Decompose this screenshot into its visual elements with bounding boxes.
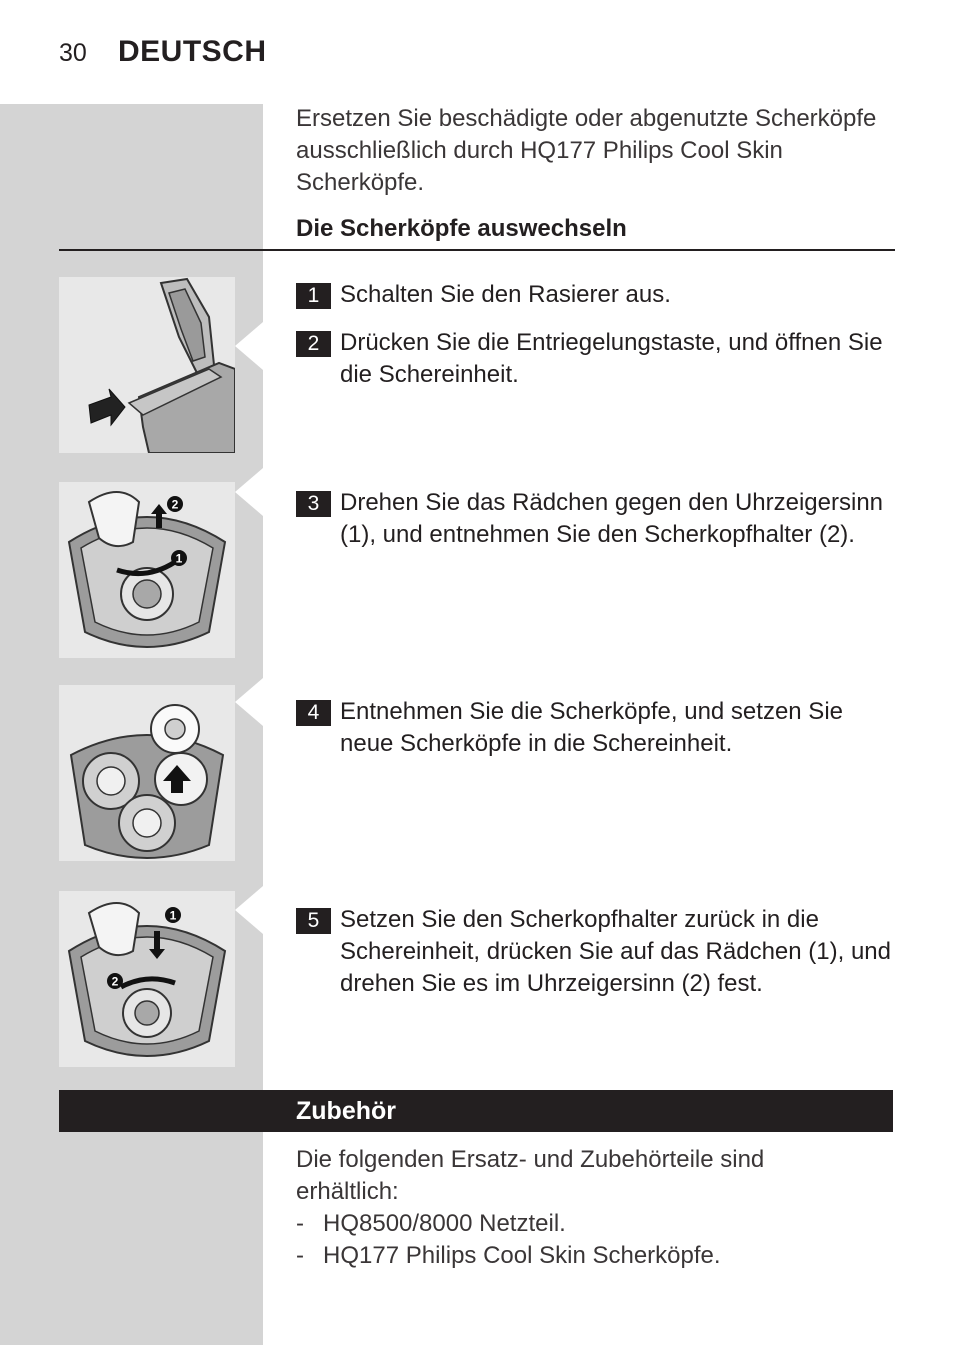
list-dash: - [296,1242,304,1269]
step-number: 1 [296,283,331,309]
step-text: Drehen Sie das Rädchen gegen den Uhrzeigersinn (1), und entnehmen Sie den Scherkopfhalter (2). [340,489,884,548]
marker-2: 2 [171,497,179,512]
step-pointer [235,468,263,516]
list-item [296,1240,721,1272]
step-number: 4 [296,700,331,726]
list-item-text: HQ177 Philips Cool Skin Scherköpfe. [323,1242,721,1269]
intro-paragraph: Ersetzen Sie beschädigte oder abgenutzte Scherköpfe ausschließlich durch HQ177 Philips Cool Skin Scherköpfe. [296,105,877,196]
marker-1: 1 [169,908,177,923]
marker-1: 1 [175,551,183,566]
accessories-intro: Die folgenden Ersatz- und Zubehörteile sind erhältlich: [296,1146,765,1205]
section-title: Die Scherköpfe auswechseln [296,215,627,242]
illustration-open-shaver [59,277,235,453]
step-pointer [235,678,263,726]
step-pointer [235,886,263,934]
step-number: 2 [296,331,331,357]
accessories-title: Zubehör [296,1097,396,1125]
section-rule [59,249,895,251]
step-text: Setzen Sie den Scherkopfhalter zurück in die Schereinheit, drücken Sie auf das Rädchen (1), und drehen Sie es im Uhrzeigersinn (2) fest. [340,906,892,997]
step-4 [296,696,896,760]
step-text: Entnehmen Sie die Scherköpfe, und setzen Sie neue Scherköpfe in die Schereinheit. [340,698,843,757]
step-3 [296,487,896,551]
illustration-remove-holder [59,482,235,658]
step-2 [296,327,896,391]
step-5 [296,904,896,1000]
step-1 [296,279,896,311]
accessories-header-band [59,1090,893,1132]
page-number: 30 [59,39,87,67]
step-number: 3 [296,491,331,517]
step-number: 5 [296,908,331,934]
list-dash: - [296,1210,304,1237]
page-language-title: DEUTSCH [118,35,267,68]
step-text: Drücken Sie die Entriegelungstaste, und öffnen Sie die Schereinheit. [340,329,883,388]
step-text: Schalten Sie den Rasierer aus. [340,281,671,308]
marker-2: 2 [111,974,119,989]
illustration-replace-heads [59,685,235,861]
illustration-insert-holder [59,891,235,1067]
step-pointer [235,322,263,370]
list-item [296,1208,721,1240]
list-item-text: HQ8500/8000 Netzteil. [323,1210,566,1237]
accessories-list [296,1208,721,1272]
